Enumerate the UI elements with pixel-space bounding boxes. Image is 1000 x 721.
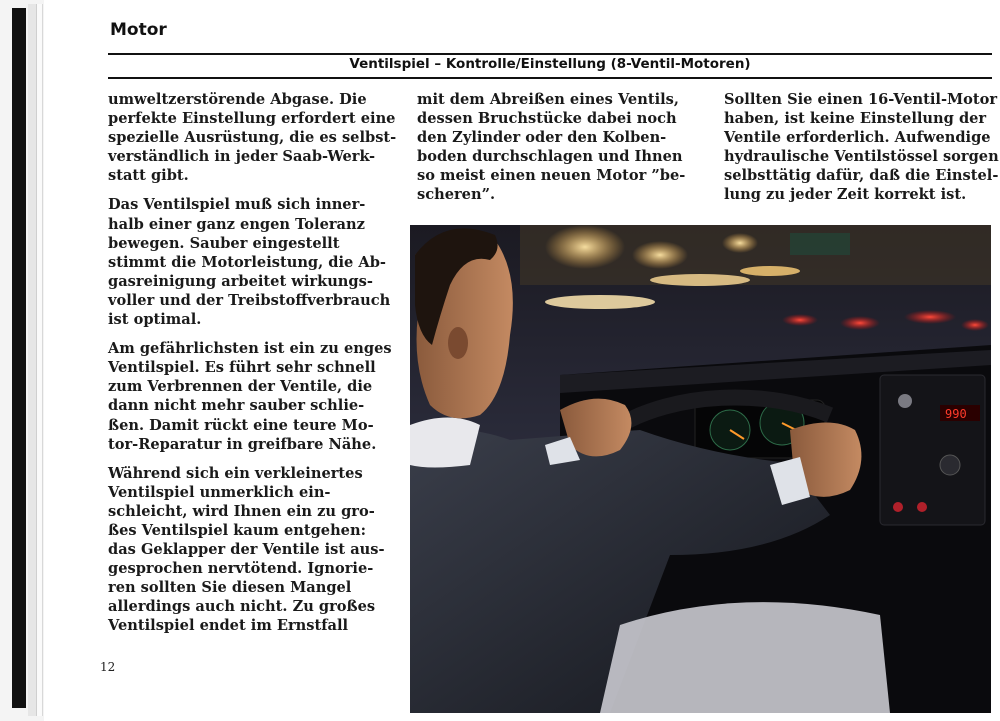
text-line: mit dem Abreißen eines Ventils, (417, 91, 679, 108)
page-subtitle: Ventilspiel – Kontrolle/Einstellung (8-Ventil-Motoren) (349, 56, 751, 72)
tail-light (782, 314, 818, 326)
warning-button-icon (893, 502, 903, 512)
text-line: Am gefährlichsten ist ein zu enges (108, 340, 392, 358)
text-line: Ventilspiel. Es führt sehr schnell (108, 359, 376, 377)
clock-display-text: 990 (945, 407, 967, 421)
text-line: hydraulische Ventilstössel sorgen (724, 148, 999, 166)
text-line: dann nicht mehr sauber schlie- (108, 397, 365, 415)
driver-night-photo (410, 225, 991, 713)
street-light-glow (632, 241, 688, 269)
text-line: ist optimal. (108, 311, 202, 329)
paragraph (108, 90, 397, 185)
text-line: zum Verbrennen der Ventile, die (108, 378, 373, 396)
text-line: stimmt die Motorleistung, die Ab- (108, 253, 386, 271)
tail-light (961, 319, 989, 331)
text-line: voller und der Treibstoffverbrauch (108, 291, 391, 309)
console-knob-icon (898, 394, 912, 408)
text-line: gesprochen nervtötend. Ignorie- (108, 560, 374, 578)
tail-light (840, 316, 880, 330)
console-knob-icon (940, 455, 960, 475)
binding-black-bar (12, 8, 26, 708)
text-line: ßen. Damit rückt eine teure Mo- (108, 416, 374, 434)
header-rule-top (108, 53, 992, 55)
text-line: den Zylinder oder den Kolben- (417, 129, 667, 147)
shirt-collar (410, 418, 480, 468)
text-line: haben, ist keine Einstellung der (724, 110, 987, 128)
paragraph (108, 195, 391, 329)
text-line: halb einer ganz engen Toleranz (108, 215, 365, 233)
text-line: verständlich in jeder Saab-Werk- (108, 148, 376, 166)
text-line: scheren”. (417, 186, 496, 204)
paragraph (108, 339, 392, 454)
page-binding-edge (0, 0, 44, 721)
text-column-1 (108, 90, 397, 646)
section-title: Motor (110, 20, 167, 40)
street-light-glow (545, 225, 625, 269)
text-line: dessen Bruchstücke dabei noch (417, 110, 677, 128)
street-sign (790, 233, 850, 255)
text-line: gasreinigung arbeitet wirkungs- (108, 272, 373, 290)
headlight-streak (650, 274, 750, 286)
text-line: umweltzerstörende Abgase. Die (108, 91, 367, 108)
text-line: Ventilspiel unmerklich ein- (108, 483, 331, 501)
center-console (880, 375, 985, 525)
street-light-glow (722, 233, 758, 253)
page-number: 12 (100, 660, 116, 674)
tail-light (904, 310, 956, 324)
text-line: Ventilspiel endet im Ernstfall (108, 617, 349, 635)
text-column-2 (417, 90, 692, 215)
driver-trousers (600, 602, 890, 713)
text-line: perfekte Einstellung erfordert eine (108, 110, 396, 128)
text-column-3 (724, 90, 999, 215)
text-line: ßes Ventilspiel kaum entgehen: (108, 521, 366, 539)
text-line: schleicht, wird Ihnen ein zu gro- (108, 502, 375, 520)
page-stack-edge (28, 4, 37, 716)
text-line: tor-Reparatur in greifbare Nähe. (108, 435, 377, 453)
driver-ear (448, 327, 468, 359)
paragraph (724, 90, 999, 205)
text-line: bewegen. Sauber eingestellt (108, 234, 340, 252)
page-stack-edge-inner (37, 4, 43, 716)
headlight-streak (740, 266, 800, 276)
text-line: Das Ventilspiel muß sich inner- (108, 196, 366, 214)
text-line: statt gibt. (108, 167, 189, 185)
text-line: spezielle Ausrüstung, die es selbst- (108, 129, 397, 147)
headlight-streak (545, 295, 655, 309)
paragraph (108, 464, 388, 636)
text-line: selbsttätig dafür, daß die Einstel- (724, 167, 999, 185)
hazard-button-icon (917, 502, 927, 512)
text-line: allerdings auch nicht. Zu großes (108, 598, 376, 616)
header-rule-bottom (108, 77, 992, 79)
paragraph (417, 90, 692, 205)
text-line: das Geklapper der Ventile ist aus- (108, 541, 385, 559)
text-line: so meist einen neuen Motor ”be- (417, 167, 686, 185)
text-line: Sollten Sie einen 16-Ventil-Motor (724, 91, 998, 108)
text-line: boden durchschlagen und Ihnen (417, 148, 683, 166)
text-line: ren sollten Sie diesen Mangel (108, 579, 352, 597)
text-line: lung zu jeder Zeit korrekt ist. (724, 186, 967, 204)
text-line: Während sich ein verkleinertes (108, 464, 363, 482)
text-line: Ventile erforderlich. Aufwendige (724, 129, 991, 147)
